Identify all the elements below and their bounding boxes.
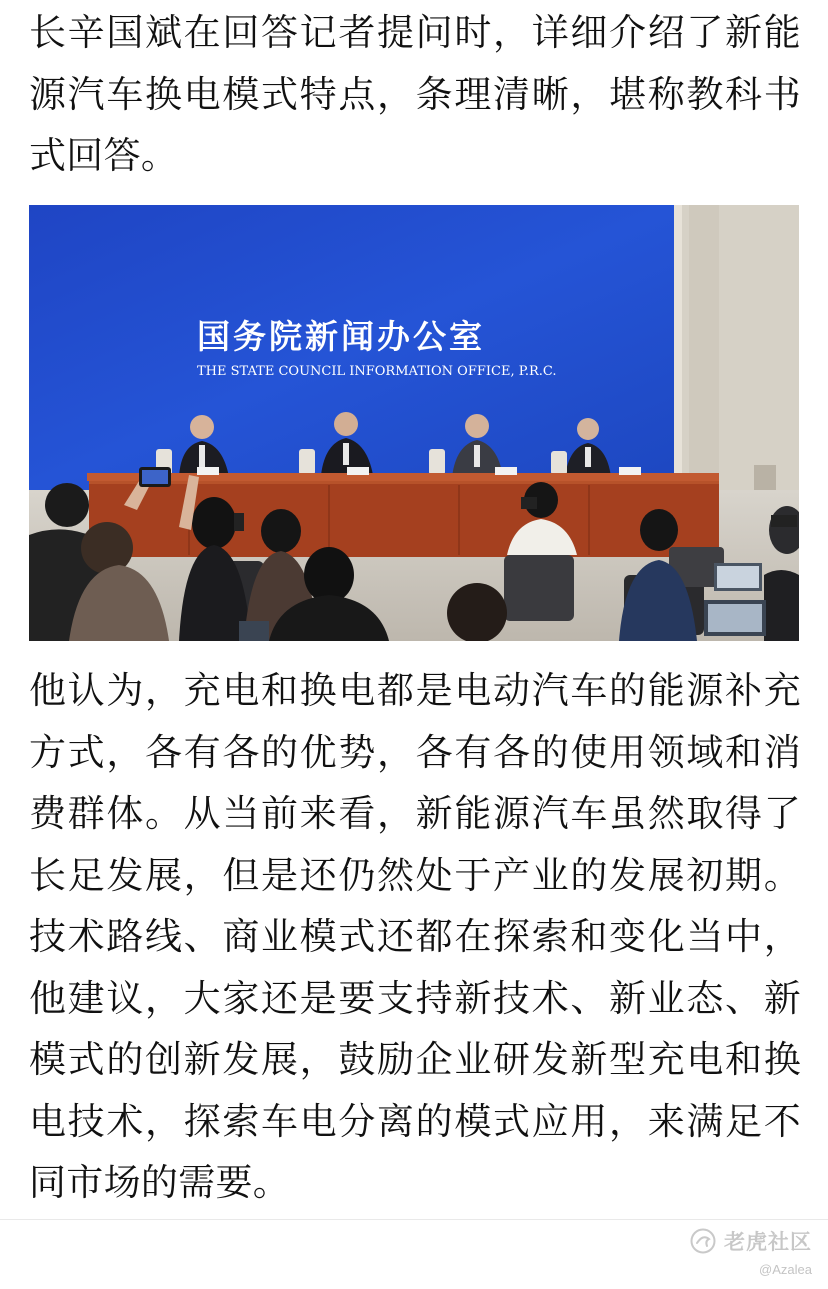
watermark-username: @Azalea (759, 1262, 812, 1277)
tiger-logo-icon (690, 1228, 716, 1254)
footer-divider (0, 1219, 828, 1220)
press-conference-photo (29, 205, 799, 641)
backdrop-title-en: THE STATE COUNCIL INFORMATION OFFICE, P.R.C. (197, 364, 557, 379)
watermark-brand-name: 老虎社区 (724, 1230, 812, 1254)
article-paragraph-intro: 长辛国斌在回答记者提问时，详细介绍了新能源汽车换电模式特点，条理清晰，堪称教科书式回答。 (29, 11, 801, 177)
article-paragraph-body: 他认为，充电和换电都是电动汽车的能源补充方式，各有各的优势，各有各的使用领域和消费群体。从当前来看，新能源汽车虽然取得了长足发展，但是还仍然处于产业的发展初期。技术路线、商业模式还都在探索和变化当中，他建议，大家还是要支持新技术、新业态、新模式的创新发展，鼓励企业研发新型充电和换电技术，探索车电分离的模式应用，来满足不同市场的需要。 (29, 669, 801, 1204)
backdrop-title-cn: 国务院新闻办公室 (197, 317, 485, 356)
watermark-brand (690, 1226, 812, 1256)
